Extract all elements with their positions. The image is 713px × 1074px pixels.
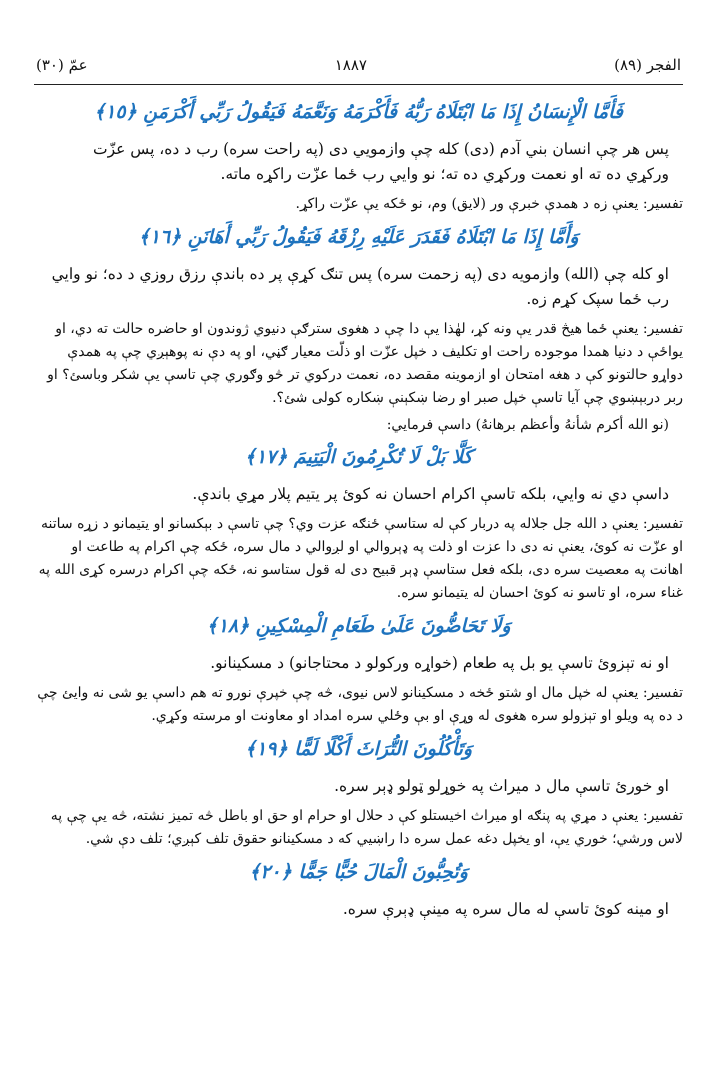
ayah-16: وَأَمَّا إِذَا مَا ابْتَلَاهُ فَقَدَرَ عَلَيْهِ رِزْقَهُ فَيَقُولُ رَبِّي أَهَانَنِ ﴿١٦﴾ bbox=[138, 226, 579, 248]
tafseer-16: تفسير: يعنې ځما هيڅ قدر يې ونه كړ، لهٰذا يې دا چې د هغوى سترګې دنيوي ژوندون او حاضره حالت ته دي، او يواځې د دنيا همدا موجوده راحت او تكليف د خپل عزّت او ذلّت معيار ګڼي، او په دې نه پوهېږي چې په همدې دواړو حالتونو كې د هغه امتحان او ازموينه مقصد ده، نعمت دركوي تر څو وګوري چې تاسې يې شكر وباسئ؟ او ربر دربېښوي چې آيا تاسې خپل صبر او رضا ښكېنې ښكاره كولى شئ؟. bbox=[47, 321, 683, 406]
page-content bbox=[34, 99, 683, 922]
tafseer-17: تفسير: يعنې د الله جل جلاله په دربار كې له ستاسې ځنګه عزت وي؟ چې تاسې د بېكسانو او يتيمانو د زړه ساتنه او عزّت نه كوئ، يعنې نه دى دا عزت او ذلت په ډېروالي او لږوالي د مال سره، ځکه چې اكرام په طاعت او اهانت په معصيت سره دى، بلكه فعل ستاسې ډېر قبيح دى له قول ستاسو نه، ځكه چې اكرام درسره كړى الله په غناء سره، او تاسو نه كوئ احسان له يتيمانو سره. bbox=[38, 516, 683, 601]
page-number: ۱۸۸۷ bbox=[334, 56, 367, 74]
ayah-15: فَأَمَّا الْإِنسَانُ إِذَا مَا ابْتَلَاهُ رَبُّهُ فَأَكْرَمَهُ وَنَعَّمَهُ فَيَقُولُ رَبِّي أَكْرَمَنِ ﴿١٥﴾ bbox=[94, 101, 623, 123]
ayah-18: وَلَا تَحَاضُّونَ عَلَىٰ طَعَامِ الْمِسْكِينِ ﴿١٨﴾ bbox=[206, 615, 511, 637]
translation-20: او مينه كوئ تاسې له مال سره په مينې ډېرې سره. bbox=[342, 900, 669, 918]
translation-18: او نه تېزوئ تاسې يو بل په طعام (خواړه وركولو د محتاجانو) د مسكينانو. bbox=[210, 654, 669, 672]
translation-19: او خورئ تاسې مال د ميراث په خوړلو ټولو ډېر سره. bbox=[334, 777, 669, 795]
ayah-20: وَتُحِبُّونَ الْمَالَ حُبًّا جَمًّا ﴿٢٠﴾ bbox=[249, 861, 468, 883]
translation-15: پس هر چې انسان بني آدم (دى) كله چې وازمويي دى (په راحت سره) رب د ده، پس عزّت وركړي ده ته او نعمت وركړي ده ته؛ نو وايي رب ځما عزّت راكړه ماته. bbox=[92, 140, 669, 183]
translation-16: او كله چې (الله) وازمويه دى (په زحمت سره) پس تنګ كړې پر ده باندې رزق روزي د ده؛ نو وايي رب ځما سپک كړم زه. bbox=[51, 265, 669, 308]
juz-title: عمّ (۳۰) bbox=[36, 56, 88, 74]
tafseer-18: تفسير: يعنې له خپل مال او شتو ځخه د مسكينانو لاس نيوى، څه چې خپرې نورو ته هم داسې يو شى نه وايئ چې د ده په ويلو او تېزولو سره هغوى له وړې او بې وځلي سره امداد او معاونت او مرسته وكړي. bbox=[37, 685, 683, 724]
translation-17: داسې دي نه وايي، بلكه تاسې اكرام احسان نه كوئ پر يتيم پلار مړي باندې. bbox=[192, 485, 669, 503]
surah-title: الفجر (۸۹) bbox=[614, 56, 681, 74]
tafseer-15: تفسير: يعنې زه د همدې خبرې ور (لايق) وم، نو ځکه يې عزّت راكړ. bbox=[295, 196, 683, 212]
tafseer-19: تفسير: يعنې د مړي په پنګه او ميراث اخيستلو كې د حلال او حرام او حق او باطل څه تميز نشته، څه يې چې په لاس ورشي؛ خوري يې، او يخپل دغه عمل سره دا راښيي كه د مسكينانو حقوق تلف كېږي؛ تلف دې شي. bbox=[50, 808, 683, 847]
ayah-19: وَتَأْكُلُونَ التُّرَاثَ أَكْلًا لَمًّا ﴿١٩﴾ bbox=[244, 738, 473, 760]
page bbox=[0, 50, 713, 1074]
ayah-17: كَلَّا بَلْ لَا تُكْرِمُونَ الْيَتِيمَ ﴿١٧﴾ bbox=[244, 446, 473, 468]
page-header bbox=[34, 50, 683, 85]
tafseer-16-note: (نو الله أكرم شأنهُ وأعظم برهانهُ) داسې فرمايي: bbox=[386, 417, 669, 433]
